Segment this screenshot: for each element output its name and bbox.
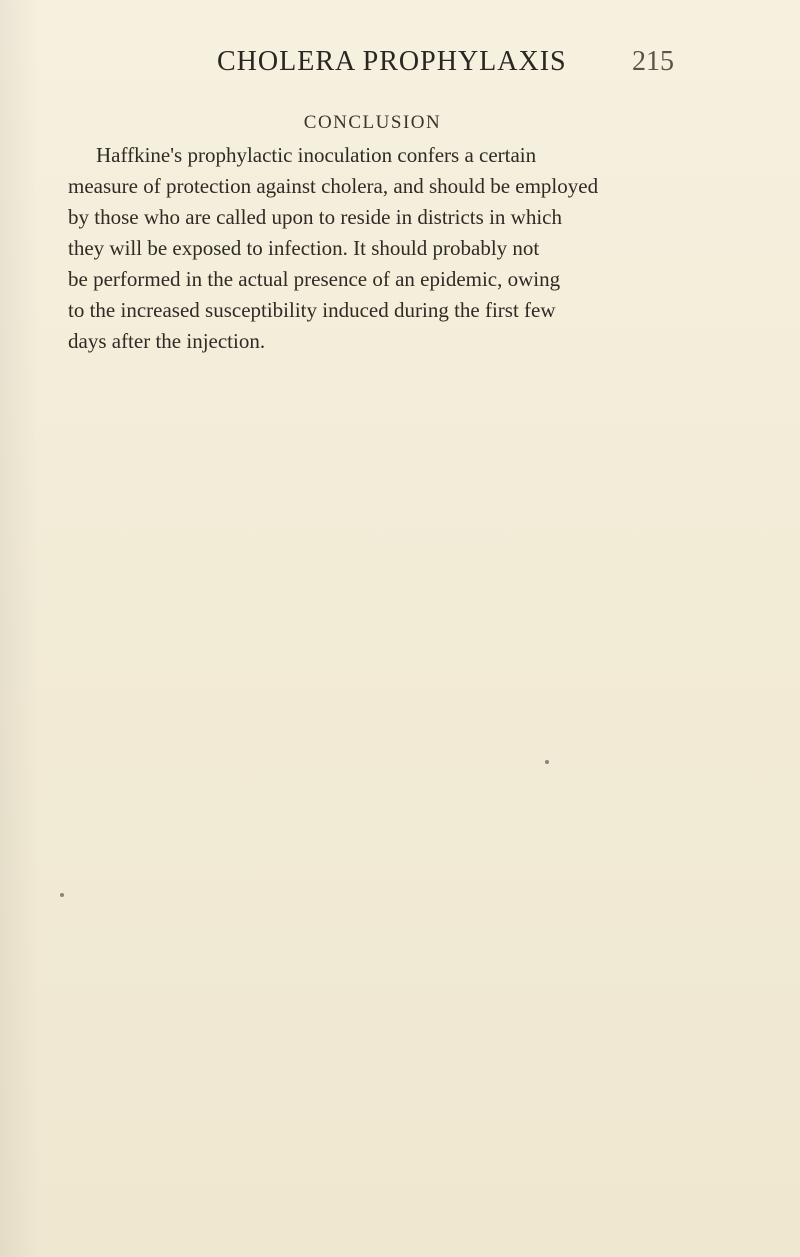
running-head: [0, 46, 800, 90]
section-heading: CONCLUSION: [303, 112, 442, 133]
paragraph-line: measure of protection against cholera, and should be employed: [68, 174, 599, 198]
running-title: CHOLERA PROPHYLAXIS: [217, 46, 567, 77]
paragraph-line: by those who are called upon to reside in districts in which: [68, 205, 562, 229]
page-number: 215: [632, 46, 674, 77]
paper-speck: [60, 893, 64, 897]
body-paragraph: [68, 140, 698, 357]
paper-speck: [545, 760, 549, 764]
paragraph-line: they will be exposed to infection. It should probably not: [68, 236, 540, 260]
paragraph-line: to the increased susceptibility induced during the first few: [68, 298, 556, 322]
paragraph-line: be performed in the actual presence of an epidemic, owing: [68, 267, 561, 291]
paragraph-line: days after the injection.: [68, 329, 266, 353]
paragraph-line: Haffkine's prophylactic inoculation confers a certain: [96, 143, 537, 167]
